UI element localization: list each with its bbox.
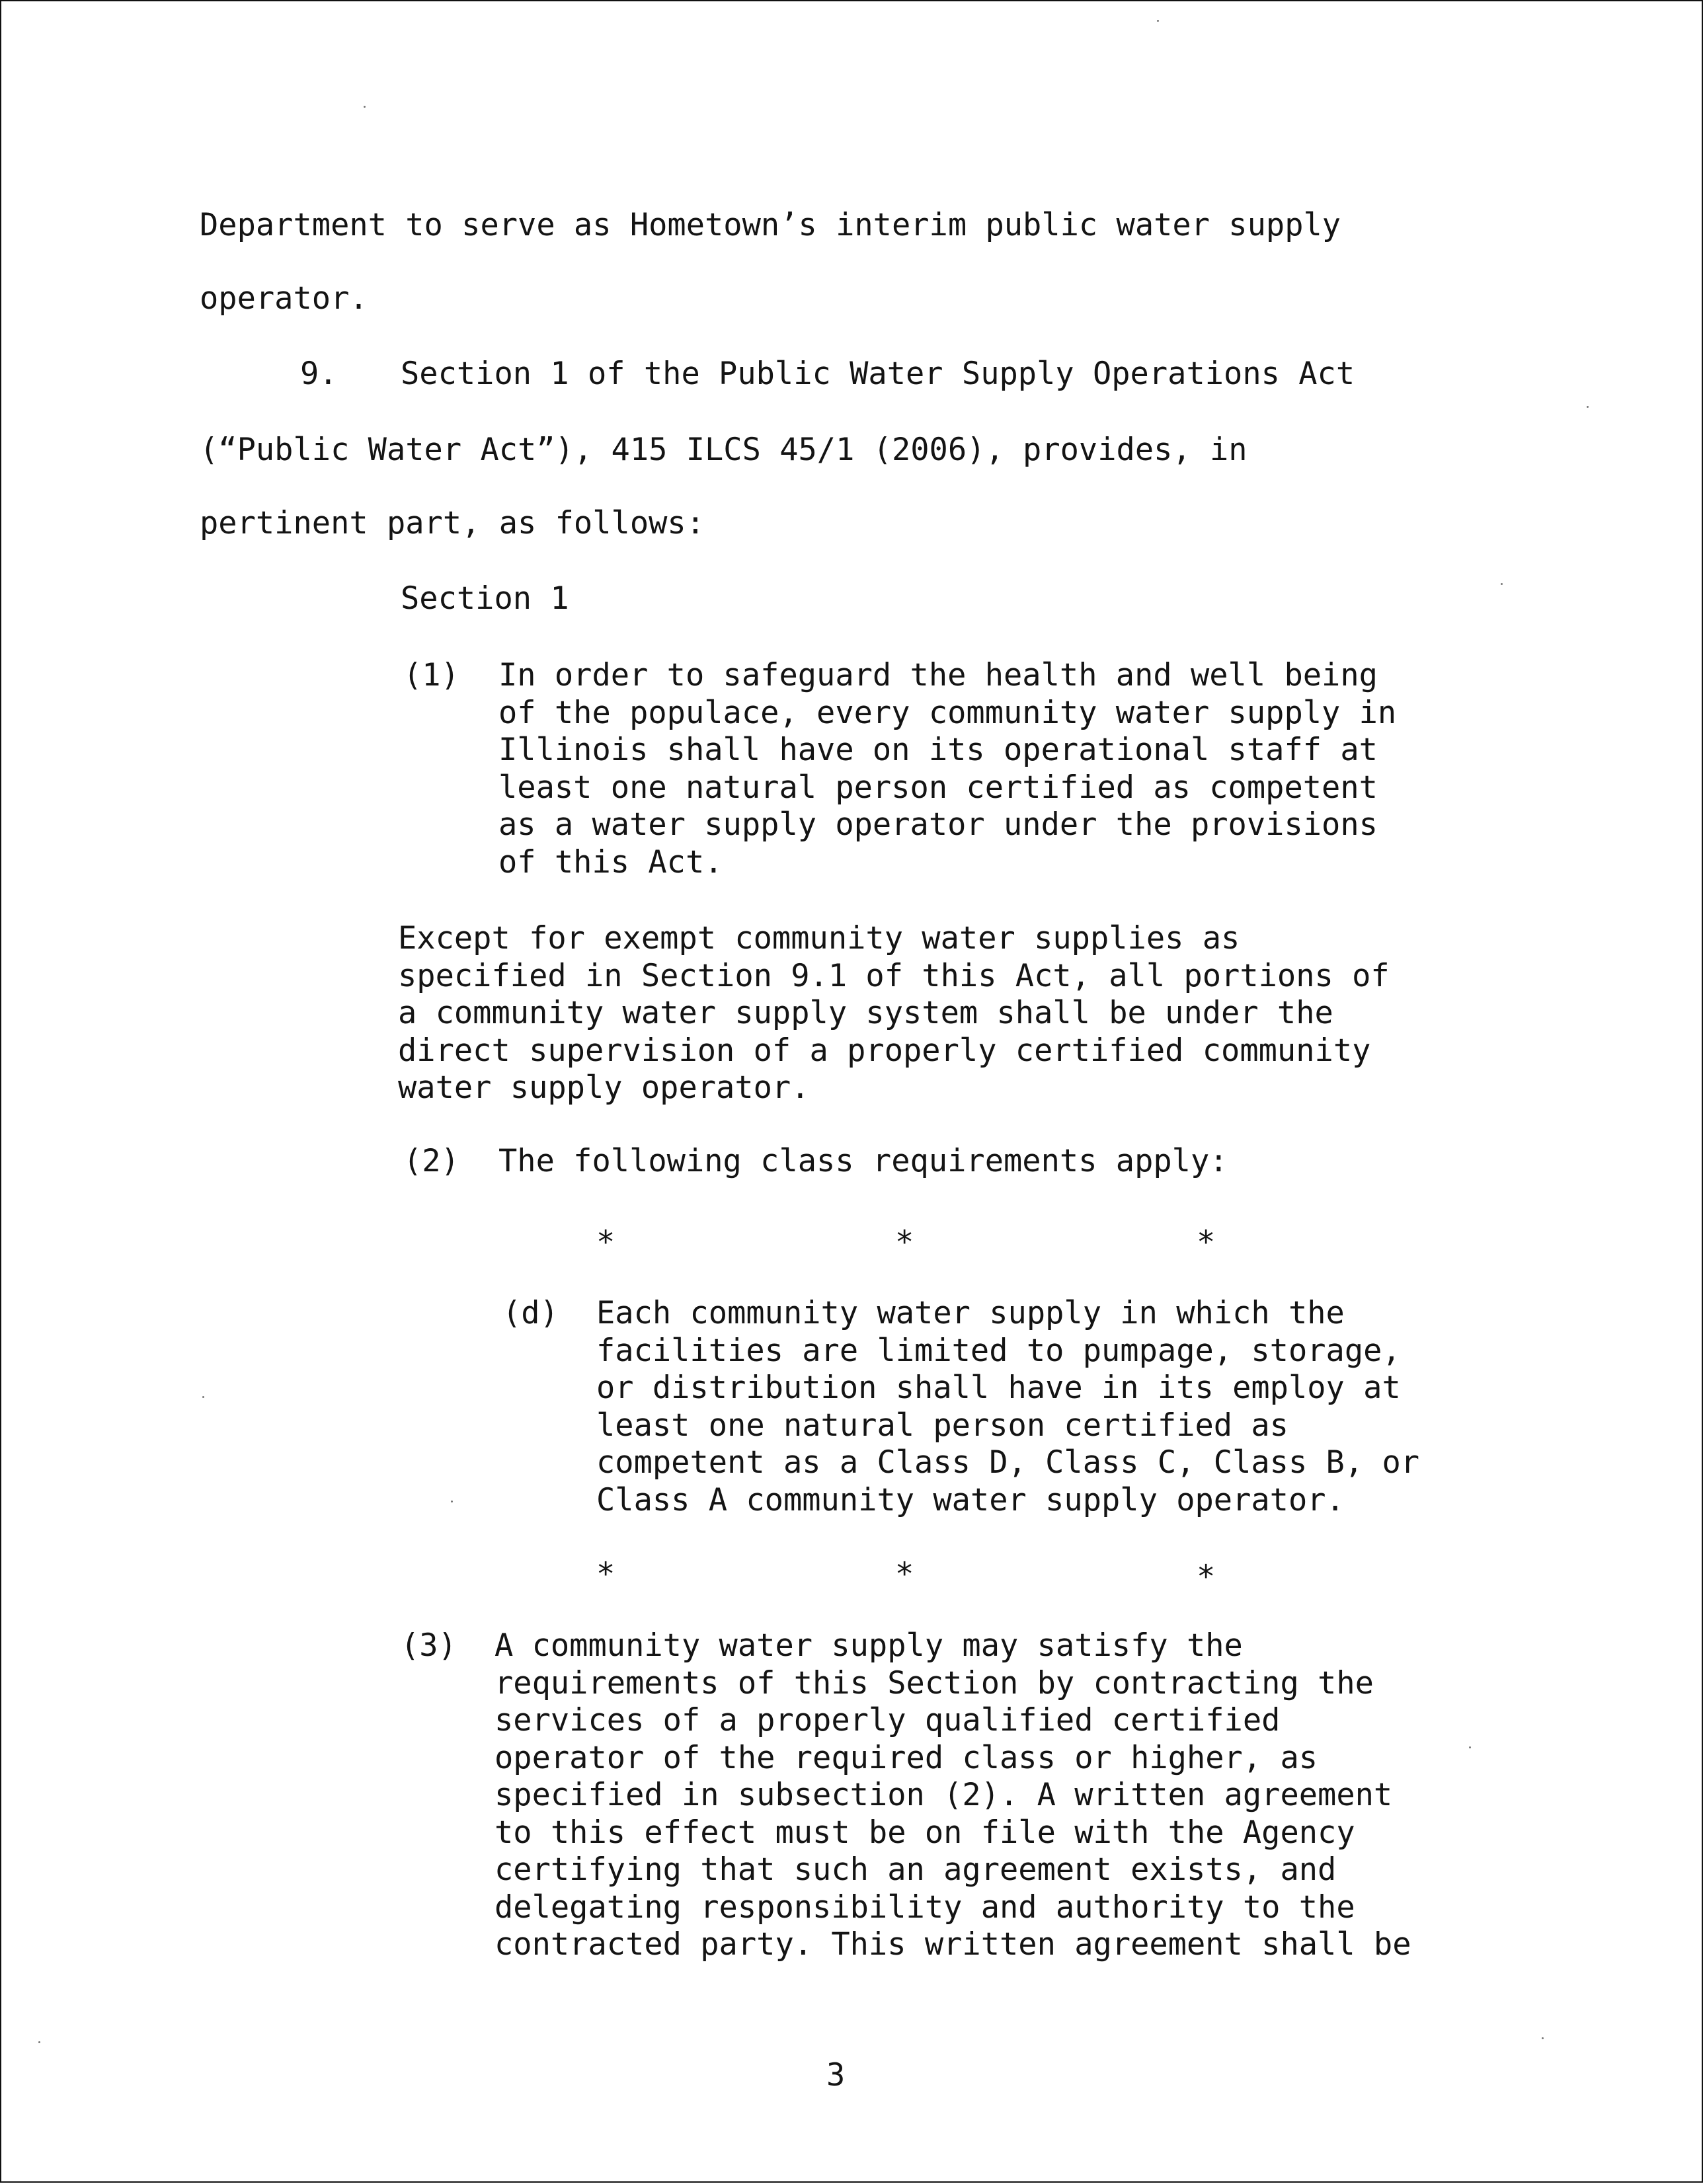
scan-speck — [364, 106, 366, 108]
intro-line-1: Department to serve as Hometown’s interim public water supply — [200, 207, 1341, 243]
omission-asterisk: * — [895, 1224, 914, 1261]
omission-asterisk: * — [1197, 1224, 1216, 1261]
scan-speck — [451, 1501, 453, 1502]
intro-line-2: operator. — [200, 280, 368, 317]
paragraph-9-line-3: pertinent part, as follows: — [200, 505, 705, 541]
scan-speck — [1501, 583, 1503, 585]
scan-speck — [202, 1396, 204, 1398]
item-1-text: In order to safeguard the health and well being of the populace, every community water supply in Illinois shall have on its operational staff at least one natural person certified as competent as a water supply operator under the provisions of this Act. — [498, 657, 1397, 880]
scan-speck — [1469, 1746, 1471, 1748]
scan-speck — [1587, 406, 1589, 408]
scan-speck — [1542, 2037, 1544, 2039]
omission-asterisk: * — [895, 1556, 914, 1592]
item-3-marker: (3) — [401, 1627, 457, 1664]
quote-section-heading: Section 1 — [401, 580, 569, 617]
omission-asterisk: * — [1197, 1559, 1216, 1595]
omission-asterisk: * — [596, 1556, 615, 1592]
scan-speck — [38, 2041, 40, 2043]
paragraph-9-line-1: Section 1 of the Public Water Supply Operations Act — [401, 356, 1355, 392]
sub-d-marker: (d) — [502, 1295, 559, 1331]
paragraph-number: 9. — [300, 356, 338, 392]
item-1-marker: (1) — [403, 657, 459, 693]
omission-asterisk: * — [596, 1224, 615, 1261]
except-paragraph: Except for exempt community water supplies as specified in Section 9.1 of this Act, all portions of a community water supply system shall be under the direct supervision of a properly certified community water supply operator. — [398, 920, 1390, 1106]
item-2-text: The following class requirements apply: — [498, 1143, 1228, 1179]
item-3-text: A community water supply may satisfy the requirements of this Section by contracting the services of a properly qualified certified operator of the required class or higher, as specified in subsection (2). A written agreement to this effect must be on file with the Agency certifying that such an agreement exists, and delegating responsibility and authority to the contracted party. This written agreement shall be — [495, 1627, 1411, 1963]
scan-speck — [1157, 20, 1159, 22]
paragraph-9-line-2: (“Public Water Act”), 415 ILCS 45/1 (2006), provides, in — [200, 432, 1248, 468]
page-number: 3 — [826, 2057, 846, 2093]
item-2-marker: (2) — [403, 1143, 459, 1179]
sub-d-text: Each community water supply in which the facilities are limited to pumpage, storage, or distribution shall have in its employ at least one natural person certified as competent as a Class D, Class C, Class B, or Class A community water supply operator. — [596, 1295, 1420, 1518]
